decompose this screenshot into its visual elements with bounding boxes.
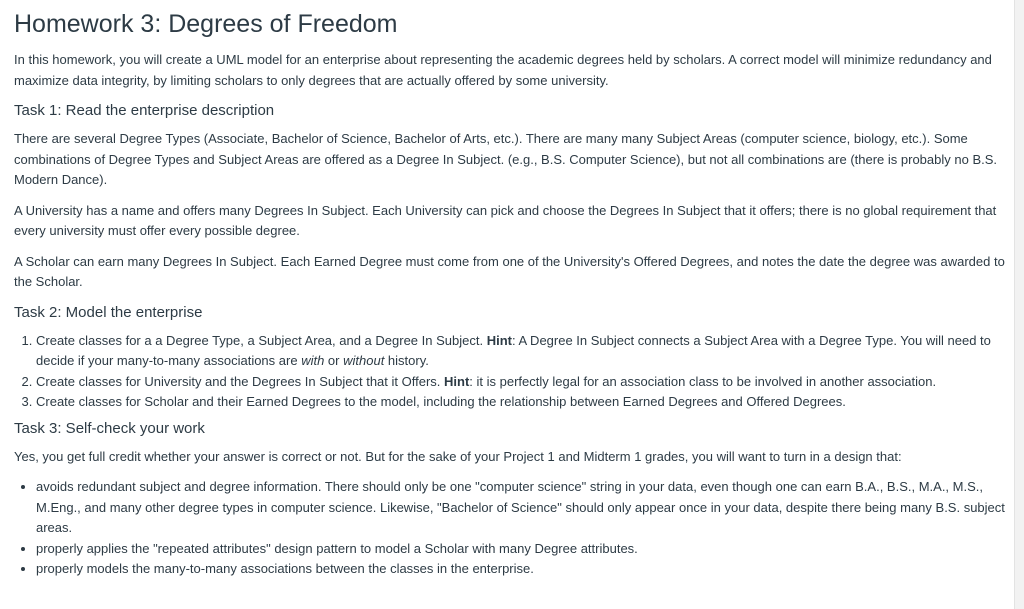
task2-item1-text: Create classes for a a Degree Type, a Subject Area, and a Degree In Subject. xyxy=(36,332,487,348)
task3-bullet-redundancy: • avoids redundant subject and degree information. There should only be one "computer science" string in your data, even though one can earn B.A., B.S., M.A., M.S., M.Eng., and many other degree types in computer science. Likewise, "Bachelor of Science" should only appear once in your data, despite there being many B.S. subject areas. xyxy=(36,477,1014,539)
task2-item1-with: with xyxy=(301,353,325,368)
task3-checklist xyxy=(14,477,1014,580)
task2-item-2 xyxy=(36,372,1014,393)
task2-item2-hint-label: Hint xyxy=(444,373,470,389)
task2-heading: Task 2: Model the enterprise xyxy=(14,303,203,321)
task2-item2-text: Create classes for University and the Degrees In Subject that it Offers. xyxy=(36,373,445,389)
task2-list xyxy=(14,331,1014,413)
task2-item1-hint-text: : A Degree In Subject connects a Subject Area with a Degree Type. You will need to decide if your many-to-many associations are xyxy=(36,332,991,368)
task2-item2-hint-text: : it is perfectly legal for an association class to be involved in another association. xyxy=(469,373,937,389)
task3-bullet-many-to-many: • properly models the many-to-many associations between the classes in the enterprise. xyxy=(36,559,1014,580)
page-title: Homework 3: Degrees of Freedom xyxy=(14,10,398,38)
task1-paragraph-degree-types: There are several Degree Types (Associate, Bachelor of Science, Bachelor of Arts, etc.). There are many many Subject Areas (computer science, biology, etc.). Some combinations of Degree Types and Subject Areas are offered as a Degree In Subject. (e.g., B.S. Computer Science), but not all combinations are (there is probably no B.S. Modern Dance). xyxy=(14,131,998,187)
task3-bullet-repeated-attributes: • properly applies the "repeated attributes" design pattern to model a Scholar with many Degree attributes. xyxy=(36,539,1014,560)
task3-heading: Task 3: Self-check your work xyxy=(14,419,205,437)
task1-paragraph-university: A University has a name and offers many Degrees In Subject. Each University can pick and choose the Degrees In Subject that it offers; there is no global requirement that every university must offer every possible degree. xyxy=(14,202,997,238)
task1-heading: Task 1: Read the enterprise description xyxy=(14,102,275,119)
task2-item-3 xyxy=(36,392,1014,413)
task2-item-1 xyxy=(36,331,1014,372)
intro-paragraph: In this homework, you will create a UML model for an enterprise about representing the academic degrees held by scholars. A correct model will minimize redundancy and maximize data integrity, by limiting scholars to only degrees that are actually offered by some university. xyxy=(14,52,992,88)
task2-item1-without: without xyxy=(343,353,385,368)
task2-item1-or: or xyxy=(324,353,344,368)
vertical-scrollbar[interactable] xyxy=(1014,0,1024,609)
task3-intro: Yes, you get full credit whether your answer is correct or not. But for the sake of your Project 1 and Midterm 1 grades, you will want to turn in a design that: xyxy=(14,448,902,464)
task2-item1-hint-label: Hint xyxy=(486,332,512,348)
task2-item1-end: history. xyxy=(384,353,429,368)
task2-item3-text: Create classes for Scholar and their Earned Degrees to the model, including the relationship between Earned Degrees and Offered Degrees. xyxy=(36,394,846,409)
task1-paragraph-scholar: A Scholar can earn many Degrees In Subject. Each Earned Degree must come from one of the University's Offered Degrees, and notes the date the degree was awarded to the Scholar. xyxy=(14,253,1005,289)
